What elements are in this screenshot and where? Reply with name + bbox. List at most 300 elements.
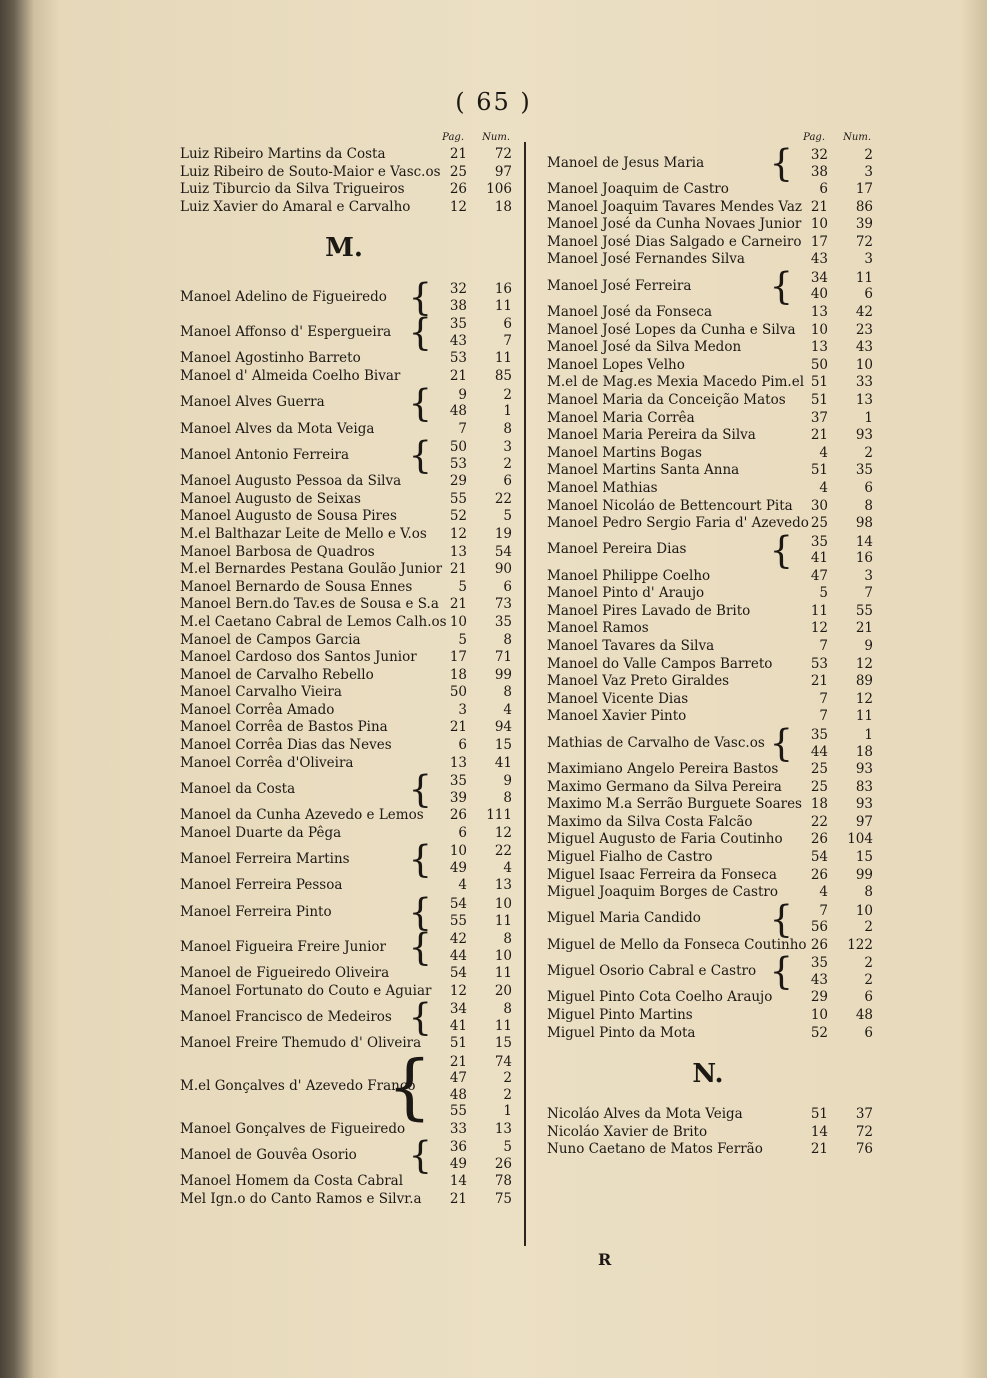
index-entry [543, 779, 873, 797]
page-ref: 43 [449, 332, 467, 349]
index-entry [543, 462, 873, 480]
entry-name: Manoel Corrêa de Bastos Pina [180, 719, 388, 736]
number-ref: 93 [855, 796, 873, 813]
index-entry [543, 264, 873, 308]
number-ref: 37 [855, 1106, 873, 1123]
number-ref: 78 [494, 1173, 512, 1190]
page-ref: 13 [449, 543, 467, 560]
page-ref: 18 [449, 666, 467, 683]
number-ref: 76 [855, 1141, 873, 1158]
page-ref: 33 [449, 1120, 467, 1137]
entry-name: Miguel Osorio Cabral e Castro [547, 963, 757, 980]
page-ref: 51 [810, 374, 828, 391]
entry-name: Mel Ign.o do Canto Ramos e Silvr.a [180, 1191, 422, 1207]
page-ref: 7 [819, 708, 828, 725]
entry-name: Manoel Joaquim Tavares Mendes Vaz [547, 198, 802, 215]
index-entry [543, 867, 873, 885]
entry-name: Miguel Pinto Cota Coelho Araujo [547, 989, 773, 1006]
entry-name: Manoel Xavier Pinto [547, 708, 687, 725]
pag-header: Pag. [803, 132, 825, 143]
page-ref: 10 [810, 1006, 828, 1023]
number-ref: 21 [855, 620, 873, 637]
page-ref: 17 [449, 649, 467, 666]
number-ref: 2 [503, 455, 512, 472]
entry-name: Manoel do Valle Campos Barreto [547, 655, 773, 672]
index-entry [543, 1141, 873, 1159]
page-ref: 21 [449, 561, 467, 578]
entry-name: Manoel José Fernandes Silva [547, 251, 745, 268]
number-ref: 73 [494, 596, 512, 613]
number-ref: 8 [503, 1001, 512, 1018]
brace-mark: { [408, 926, 432, 970]
number-ref: 8 [503, 931, 512, 948]
entry-name: Manoel Pinto d' Araujo [547, 585, 705, 602]
page-ref: 53 [810, 655, 828, 672]
index-entry [543, 410, 873, 428]
entry-name: Manoel Augusto de Seixas [180, 490, 361, 507]
page-ref: 21 [449, 596, 467, 613]
page-ref: 5 [458, 578, 467, 595]
number-ref: 2 [503, 386, 512, 403]
index-entry [543, 884, 873, 902]
entry-name: Manoel Lopes Velho [547, 356, 685, 373]
page-ref: 53 [449, 455, 467, 472]
index-entry [176, 526, 512, 544]
entry-name: Manoel Maria Pereira da Silva [547, 427, 756, 444]
number-ref: 10 [494, 896, 512, 913]
page-ref: 13 [810, 339, 828, 356]
entry-name: Maximo da Silva Costa Falcão [547, 813, 753, 830]
number-ref: 17 [855, 181, 873, 197]
index-entry [176, 181, 512, 199]
index-entry [176, 996, 512, 1040]
page-ref: 26 [810, 866, 828, 883]
entry-name: Manoel Bernardo de Sousa Ennes [180, 578, 413, 595]
index-entry [543, 796, 873, 814]
number-ref: 35 [855, 462, 873, 479]
entry-name: Manoel José da Fonseca [547, 303, 712, 320]
number-ref: 16 [494, 281, 512, 298]
page-ref: 29 [810, 989, 828, 1006]
brace-mark: { [408, 311, 432, 355]
page-ref: 41 [449, 1017, 467, 1034]
number-ref: 2 [864, 147, 873, 163]
number-ref: 97 [494, 163, 512, 180]
entry-name: Manoel Maria Corrêa [547, 409, 695, 426]
page-ref: 5 [819, 585, 828, 602]
index-entry [176, 561, 512, 579]
page-ref: 37 [810, 409, 828, 426]
entry-name: Manoel Corrêa Dias das Neves [180, 737, 392, 754]
index-entry [176, 199, 512, 217]
entry-name: Manoel Freire Themudo d' Oliveira [180, 1035, 422, 1052]
entry-name: Miguel Augusto de Faria Coutinho [547, 831, 783, 848]
number-ref: 8 [503, 631, 512, 648]
number-ref: 6 [864, 286, 873, 303]
entry-name: Manoel Pereira Dias [547, 541, 687, 558]
index-entry [176, 719, 512, 737]
index-entry [543, 374, 873, 392]
number-ref: 18 [494, 198, 512, 215]
brace-mark: { [769, 897, 793, 941]
index-entry [176, 1044, 512, 1128]
entry-name: Manoel Bern.do Tav.es de Sousa e S.a [180, 596, 439, 613]
entry-name: M.el Gonçalves d' Azevedo Franco [180, 1078, 416, 1094]
page-ref: 4 [819, 884, 828, 901]
index-entry [176, 350, 512, 368]
entry-name: Manoel Cardoso dos Santos Junior [180, 649, 417, 666]
number-ref: 2 [864, 444, 873, 461]
number-ref: 8 [503, 789, 512, 806]
page-ref: 26 [449, 181, 467, 198]
page-ref: 25 [449, 163, 467, 180]
entry-name: Manoel Tavares da Silva [547, 638, 715, 655]
page-ref: 36 [449, 1139, 467, 1156]
page-ref: 30 [810, 497, 828, 514]
entry-name: Luiz Xavier do Amaral e Carvalho [180, 198, 411, 215]
index-entry [176, 596, 512, 614]
number-ref: 99 [855, 866, 873, 883]
page-ref: 13 [810, 303, 828, 320]
page-ref: 50 [810, 356, 828, 373]
index-entry [543, 427, 873, 445]
page-ref: 21 [810, 198, 828, 215]
number-ref: 10 [855, 356, 873, 373]
page-ref: 54 [449, 896, 467, 913]
number-ref: 13 [494, 1120, 512, 1137]
entry-name: Manoel de Figueiredo Oliveira [180, 965, 390, 982]
index-entry [543, 498, 873, 516]
page-ref: 49 [449, 859, 467, 876]
page-ref: 55 [449, 490, 467, 507]
page-ref: 40 [810, 286, 828, 303]
page-ref: 14 [449, 1173, 467, 1190]
number-ref: 22 [494, 843, 512, 860]
number-ref: 99 [494, 666, 512, 683]
page-ref: 7 [819, 638, 828, 655]
page-ref: 26 [810, 936, 828, 953]
page-ref: 10 [449, 843, 467, 860]
number-ref: 5 [503, 1139, 512, 1156]
index-entry [176, 877, 512, 895]
entry-name: Manoel José da Silva Medon [547, 339, 742, 356]
entry-name: Miguel Maria Candido [547, 910, 701, 927]
entry-name: Manoel de Gouvêa Osorio [180, 1147, 357, 1164]
index-entry [176, 368, 512, 386]
page-ref: 42 [449, 931, 467, 948]
entry-name: Manoel Ramos [547, 620, 649, 637]
entry-name: Miguel Joaquim Borges de Castro [547, 884, 778, 901]
page-ref: 51 [810, 1106, 828, 1123]
number-ref: 11 [494, 965, 512, 982]
entry-name: M.el Caetano Cabral de Lemos Calh.os [180, 613, 447, 630]
number-ref: 1 [503, 1103, 512, 1120]
page-ref: 5 [458, 631, 467, 648]
page-ref: 7 [819, 902, 828, 919]
number-ref: 11 [855, 269, 873, 286]
index-entry [176, 891, 512, 935]
number-ref: 72 [855, 1123, 873, 1140]
entry-name: Miguel Isaac Ferreira da Fonseca [547, 866, 777, 883]
page-ref: 44 [449, 947, 467, 964]
page-ref: 3 [458, 701, 467, 718]
entry-name: Manoel Pedro Sergio Faria d' Azevedo [547, 515, 809, 532]
number-ref: 71 [494, 649, 512, 666]
number-ref: 106 [486, 181, 512, 198]
index-entry [543, 234, 873, 252]
number-ref: 18 [855, 743, 873, 760]
number-ref: 2 [503, 1086, 512, 1103]
entry-name: Maximo Germano da Silva Pereira [547, 778, 782, 795]
number-ref: 22 [494, 490, 512, 507]
number-ref: 75 [494, 1191, 512, 1207]
number-ref: 2 [864, 955, 873, 972]
page-ref: 18 [810, 796, 828, 813]
index-entry [543, 722, 873, 766]
index-entry [543, 357, 873, 375]
number-ref: 9 [503, 773, 512, 790]
page-ref: 55 [449, 1103, 467, 1120]
entry-name: Manoel Vicente Dias [547, 690, 689, 707]
number-ref: 97 [855, 813, 873, 830]
entry-name: Manoel Antonio Ferreira [180, 446, 350, 463]
page-ref: 34 [449, 1001, 467, 1018]
number-ref: 15 [494, 737, 512, 754]
left-column [176, 132, 512, 1209]
page-ref: 21 [810, 673, 828, 690]
number-ref: 1 [864, 409, 873, 426]
entry-name: Maximiano Angelo Pereira Bastos [547, 761, 779, 778]
entry-name: Manoel Alves da Mota Veiga [180, 420, 375, 437]
page-ref: 9 [458, 386, 467, 403]
index-entry [176, 983, 512, 1001]
index-entry [176, 146, 512, 164]
number-ref: 72 [494, 146, 512, 162]
entry-name: Manoel Corrêa d'Oliveira [180, 754, 354, 771]
index-entry [543, 515, 873, 533]
number-ref: 6 [503, 473, 512, 490]
number-ref: 104 [847, 831, 873, 848]
page-ref: 4 [819, 444, 828, 461]
entry-name: Manoel José Ferreira [547, 277, 692, 294]
number-ref: 72 [855, 233, 873, 250]
number-ref: 16 [855, 550, 873, 567]
page-ref: 49 [449, 1155, 467, 1172]
entry-name: Luiz Tiburcio da Silva Trigueiros [180, 181, 405, 198]
page-ref: 50 [449, 684, 467, 701]
index-entry [543, 585, 873, 603]
page-ref: 55 [449, 912, 467, 929]
page-ref: 21 [810, 427, 828, 444]
index-entry [176, 1121, 512, 1139]
number-ref: 10 [855, 902, 873, 919]
index-entry [543, 897, 873, 941]
index-entry [176, 702, 512, 720]
number-ref: 35 [494, 613, 512, 630]
index-entry [543, 761, 873, 779]
entry-name: Manoel Corrêa Amado [180, 701, 335, 718]
entry-name: Manoel José Dias Salgado e Carneiro [547, 233, 802, 250]
number-ref: 33 [855, 374, 873, 391]
page-ref: 14 [810, 1123, 828, 1140]
pag-header: Pag. [442, 132, 464, 143]
number-ref: 15 [855, 849, 873, 865]
number-ref: 98 [855, 515, 873, 532]
page-ref: 41 [810, 550, 828, 567]
number-ref: 20 [494, 982, 512, 999]
number-ref: 74 [494, 1053, 512, 1070]
number-ref: 90 [494, 561, 512, 578]
section-letter: M. [325, 233, 363, 264]
page-ref: 35 [449, 316, 467, 333]
page-ref: 48 [449, 1086, 467, 1103]
number-ref: 6 [864, 479, 873, 496]
entry-name: Manoel da Costa [180, 780, 296, 797]
page-ref: 47 [449, 1070, 467, 1087]
index-entry [176, 1134, 512, 1178]
page-ref: 26 [449, 807, 467, 824]
num-header: Num. [843, 132, 871, 143]
index-entry [176, 667, 512, 685]
number-ref: 43 [855, 339, 873, 356]
section-letter: N. [692, 1059, 724, 1090]
number-ref: 9 [864, 638, 873, 655]
index-entry [543, 950, 873, 994]
number-ref: 11 [494, 350, 512, 367]
number-ref: 93 [855, 427, 873, 444]
number-ref: 12 [855, 655, 873, 672]
brace-mark: { [408, 1134, 432, 1178]
index-entry [543, 603, 873, 621]
index-entry [543, 849, 873, 867]
page-ref: 43 [810, 971, 828, 988]
page-ref: 43 [810, 251, 828, 268]
page-ref: 4 [819, 479, 828, 496]
number-ref: 5 [503, 508, 512, 525]
index-entry [176, 544, 512, 562]
index-entry [543, 1106, 873, 1124]
page-ref: 21 [449, 367, 467, 384]
number-ref: 86 [855, 198, 873, 215]
page-ref: 11 [810, 602, 828, 619]
page-ref: 35 [449, 773, 467, 790]
number-ref: 2 [864, 971, 873, 988]
right-column [543, 132, 873, 1159]
page-ref: 50 [449, 439, 467, 456]
page-ref: 52 [810, 1024, 828, 1041]
page-ref: 35 [810, 727, 828, 744]
page-ref: 44 [810, 743, 828, 760]
index-entry [176, 768, 512, 812]
index-entry [543, 656, 873, 674]
page-ref: 51 [449, 1035, 467, 1052]
page-ref: 21 [449, 1053, 467, 1070]
page-ref: 52 [449, 508, 467, 525]
index-entry [543, 1025, 873, 1043]
page-ref: 26 [810, 831, 828, 848]
index-entry [176, 649, 512, 667]
page-ref: 6 [819, 181, 828, 197]
index-entry [176, 684, 512, 702]
entry-name: Manoel Agostinho Barreto [180, 350, 361, 367]
number-ref: 6 [864, 989, 873, 1006]
index-entry [543, 216, 873, 234]
entry-name: Manoel Gonçalves de Figueiredo [180, 1120, 406, 1137]
number-ref: 1 [864, 727, 873, 744]
page-ref: 51 [810, 462, 828, 479]
number-ref: 2 [503, 1070, 512, 1087]
number-ref: 15 [494, 1035, 512, 1052]
index-entry [543, 528, 873, 572]
entry-name: Manoel Adelino de Figueiredo [180, 289, 387, 306]
brace-mark: { [408, 434, 432, 478]
page-ref: 54 [449, 965, 467, 982]
index-entry [176, 755, 512, 773]
number-ref: 3 [864, 251, 873, 268]
page-ref: 29 [449, 473, 467, 490]
entry-name: Manoel Figueira Freire Junior [180, 938, 386, 955]
index-entry [176, 421, 512, 439]
page-ref: 35 [810, 955, 828, 972]
entry-name: Manoel de Campos Garcia [180, 631, 361, 648]
index-entry [176, 381, 512, 425]
index-entry [176, 164, 512, 182]
page-ref: 21 [449, 146, 467, 162]
page-ref: 38 [810, 163, 828, 180]
index-entry [176, 1191, 512, 1209]
index-entry [543, 673, 873, 691]
number-ref: 19 [494, 525, 512, 542]
entry-name: Nuno Caetano de Matos Ferrão [547, 1141, 763, 1158]
entry-name: Manoel de Jesus Maria [547, 154, 705, 171]
index-entry [176, 807, 512, 825]
page-ref: 54 [810, 849, 828, 865]
number-ref: 8 [503, 684, 512, 701]
index-entry [543, 620, 873, 638]
index-entry [543, 937, 873, 955]
number-ref: 83 [855, 778, 873, 795]
number-ref: 10 [494, 947, 512, 964]
number-ref: 122 [847, 936, 873, 953]
number-ref: 54 [494, 543, 512, 560]
entry-name: M.el Bernardes Pestana Goulão Junior [180, 561, 443, 578]
entry-name: Maximo M.a Serrão Burguete Soares [547, 796, 802, 813]
number-ref: 8 [864, 497, 873, 514]
index-entry [176, 473, 512, 491]
number-ref: 48 [855, 1006, 873, 1023]
brace-mark: { [408, 276, 432, 320]
number-ref: 3 [503, 439, 512, 456]
index-entry [543, 445, 873, 463]
index-entry [543, 199, 873, 217]
brace-mark: { [408, 381, 432, 425]
page-ref: 25 [810, 515, 828, 532]
index-entry [543, 392, 873, 410]
page-ref: 6 [458, 737, 467, 754]
index-entry [176, 737, 512, 755]
entry-name: Miguel Pinto Martins [547, 1006, 693, 1023]
index-entry [176, 965, 512, 983]
signature-mark: R [598, 1250, 612, 1269]
column-header [543, 132, 873, 146]
number-ref: 94 [494, 719, 512, 736]
brace-mark: { [408, 768, 432, 812]
index-entry [543, 339, 873, 357]
entry-name: Nicoláo Alves da Mota Veiga [547, 1106, 743, 1123]
entry-name: Manoel Homem da Costa Cabral [180, 1173, 404, 1190]
index-entry [543, 568, 873, 586]
number-ref: 41 [494, 754, 512, 771]
